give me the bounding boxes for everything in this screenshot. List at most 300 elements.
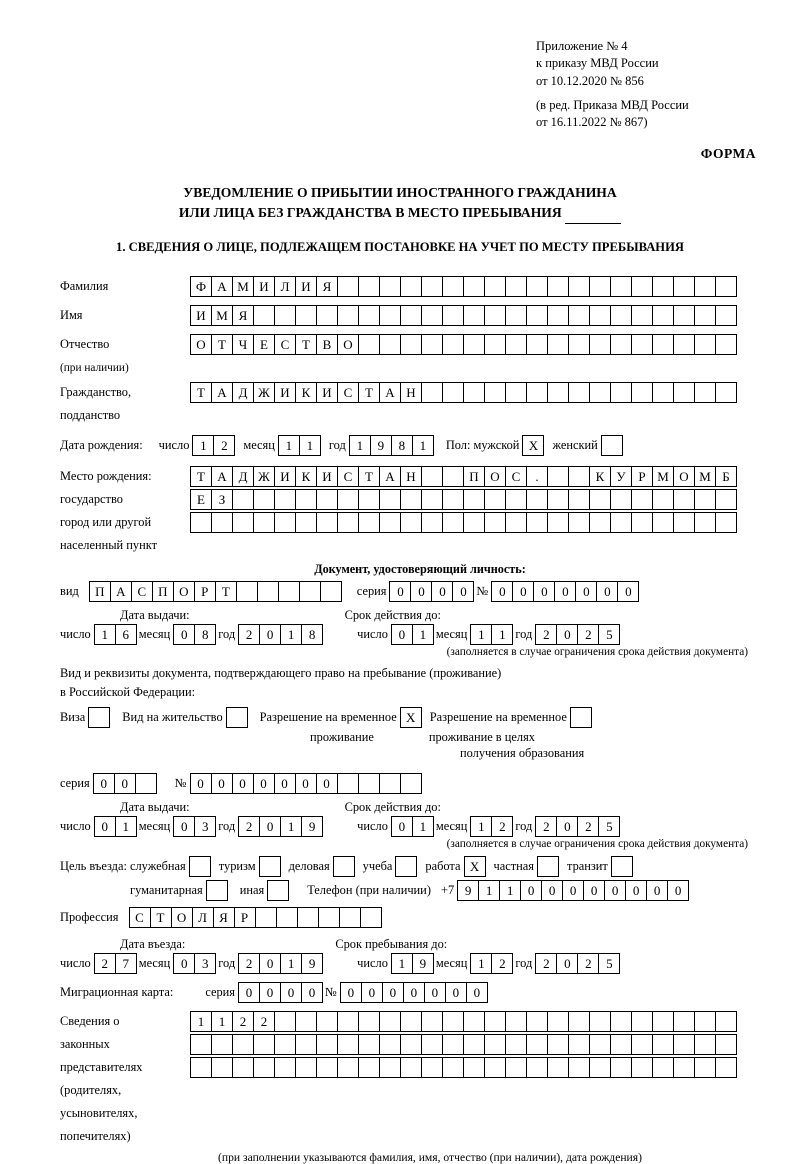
form-cell[interactable]: А [211, 276, 233, 297]
form-cell[interactable] [253, 305, 275, 326]
form-cell[interactable] [570, 707, 592, 728]
form-cell[interactable] [610, 382, 632, 403]
form-cell[interactable] [211, 512, 233, 533]
form-cell[interactable] [190, 1057, 212, 1078]
doc-valid-day-cells[interactable] [391, 624, 433, 645]
form-cell[interactable] [274, 512, 296, 533]
form-cell[interactable] [400, 773, 422, 794]
form-cell[interactable] [589, 1011, 611, 1032]
permit-number-cells[interactable] [190, 773, 421, 794]
form-cell[interactable]: Т [215, 581, 237, 602]
birth-month-cells[interactable] [278, 435, 320, 456]
form-cell[interactable] [610, 1057, 632, 1078]
form-cell[interactable]: 0 [253, 773, 275, 794]
form-cell[interactable] [358, 1011, 380, 1032]
form-cell[interactable]: 0 [93, 773, 115, 794]
form-cell[interactable] [652, 382, 674, 403]
form-cell[interactable]: Н [400, 466, 422, 487]
form-cell[interactable] [505, 305, 527, 326]
form-cell[interactable]: Т [358, 466, 380, 487]
form-cell[interactable] [442, 1011, 464, 1032]
form-cell[interactable]: Ж [253, 466, 275, 487]
form-cell[interactable]: И [253, 276, 275, 297]
form-cell[interactable] [274, 489, 296, 510]
form-cell[interactable] [505, 382, 527, 403]
form-cell[interactable] [610, 276, 632, 297]
form-cell[interactable] [190, 512, 212, 533]
form-cell[interactable] [274, 1057, 296, 1078]
form-cell[interactable] [297, 907, 319, 928]
form-cell[interactable]: 0 [259, 624, 281, 645]
surname-cells[interactable] [190, 276, 736, 297]
form-cell[interactable]: Т [295, 334, 317, 355]
form-cell[interactable]: П [89, 581, 111, 602]
form-cell[interactable] [257, 581, 279, 602]
form-cell[interactable] [358, 1057, 380, 1078]
form-cell[interactable] [295, 1057, 317, 1078]
form-cell[interactable] [337, 1057, 359, 1078]
form-cell[interactable]: К [589, 466, 611, 487]
form-cell[interactable] [694, 1011, 716, 1032]
form-cell[interactable]: 0 [512, 581, 534, 602]
form-cell[interactable] [589, 276, 611, 297]
form-cell[interactable] [568, 512, 590, 533]
stay-day-cells[interactable] [391, 953, 433, 974]
form-cell[interactable] [421, 276, 443, 297]
form-cell[interactable] [484, 512, 506, 533]
form-cell[interactable] [421, 334, 443, 355]
form-cell[interactable] [505, 1034, 527, 1055]
form-cell[interactable] [421, 305, 443, 326]
purpose-service-checkbox[interactable] [189, 856, 210, 877]
doc-issue-day-cells[interactable] [94, 624, 136, 645]
form-cell[interactable]: 1 [94, 624, 116, 645]
form-cell[interactable] [379, 334, 401, 355]
form-cell[interactable]: 7 [115, 953, 137, 974]
name-cells[interactable] [190, 305, 736, 326]
form-cell[interactable]: 1 [412, 624, 434, 645]
form-cell[interactable]: А [211, 466, 233, 487]
legal-rep-cells-1[interactable] [190, 1011, 736, 1032]
form-cell[interactable]: П [463, 466, 485, 487]
stay-year-cells[interactable] [535, 953, 619, 974]
doc-number-cells[interactable] [491, 581, 638, 602]
form-cell[interactable] [232, 1057, 254, 1078]
form-cell[interactable] [316, 1057, 338, 1078]
form-cell[interactable]: 2 [535, 624, 557, 645]
form-cell[interactable] [442, 305, 464, 326]
form-cell[interactable]: Я [232, 305, 254, 326]
permit-issue-day-cells[interactable] [94, 816, 136, 837]
form-cell[interactable]: 0 [391, 816, 413, 837]
form-cell[interactable] [255, 907, 277, 928]
form-cell[interactable] [715, 382, 737, 403]
form-cell[interactable] [568, 382, 590, 403]
form-cell[interactable] [526, 1034, 548, 1055]
form-cell[interactable] [337, 1034, 359, 1055]
form-cell[interactable]: 2 [253, 1011, 275, 1032]
form-cell[interactable] [358, 334, 380, 355]
form-cell[interactable] [505, 1057, 527, 1078]
residence-checkbox[interactable] [226, 707, 247, 728]
form-cell[interactable] [505, 1011, 527, 1032]
form-cell[interactable]: 3 [194, 816, 216, 837]
form-cell[interactable]: С [274, 334, 296, 355]
form-cell[interactable]: 0 [466, 982, 488, 1003]
form-cell[interactable] [568, 334, 590, 355]
form-cell[interactable] [601, 435, 623, 456]
form-cell[interactable]: 0 [556, 624, 578, 645]
form-cell[interactable]: 2 [238, 953, 260, 974]
form-cell[interactable] [631, 1011, 653, 1032]
form-cell[interactable]: Р [631, 466, 653, 487]
sex-female-checkbox[interactable] [601, 435, 622, 456]
doc-kind-cells[interactable] [89, 581, 341, 602]
form-cell[interactable] [358, 1034, 380, 1055]
form-cell[interactable]: О [190, 334, 212, 355]
form-cell[interactable] [253, 1057, 275, 1078]
form-cell[interactable]: 9 [412, 953, 434, 974]
form-cell[interactable] [463, 1057, 485, 1078]
form-cell[interactable] [232, 1034, 254, 1055]
form-cell[interactable]: 1 [412, 816, 434, 837]
form-cell[interactable]: М [652, 466, 674, 487]
form-cell[interactable] [442, 382, 464, 403]
temp-residence-checkbox[interactable] [400, 707, 421, 728]
form-cell[interactable]: 0 [667, 880, 689, 901]
form-cell[interactable] [715, 305, 737, 326]
form-cell[interactable] [547, 1034, 569, 1055]
form-cell[interactable] [211, 1057, 233, 1078]
form-cell[interactable] [400, 334, 422, 355]
form-cell[interactable]: А [379, 466, 401, 487]
mig-series-cells[interactable] [238, 982, 322, 1003]
form-cell[interactable] [610, 305, 632, 326]
form-cell[interactable] [610, 489, 632, 510]
permit-series-cells[interactable] [93, 773, 156, 794]
form-cell[interactable] [232, 512, 254, 533]
entry-day-cells[interactable] [94, 953, 136, 974]
form-cell[interactable]: С [129, 907, 151, 928]
form-cell[interactable] [379, 1034, 401, 1055]
form-cell[interactable] [652, 334, 674, 355]
permit-valid-year-cells[interactable] [535, 816, 619, 837]
mig-number-cells[interactable] [340, 982, 487, 1003]
form-cell[interactable] [339, 907, 361, 928]
form-cell[interactable]: 0 [646, 880, 668, 901]
form-cell[interactable]: 0 [424, 982, 446, 1003]
form-cell[interactable] [694, 334, 716, 355]
form-cell[interactable]: 1 [349, 435, 371, 456]
form-cell[interactable] [673, 382, 695, 403]
form-cell[interactable] [379, 1057, 401, 1078]
form-cell[interactable] [358, 773, 380, 794]
form-cell[interactable] [631, 512, 653, 533]
form-cell[interactable] [299, 581, 321, 602]
form-cell[interactable]: 0 [211, 773, 233, 794]
form-cell[interactable] [421, 1057, 443, 1078]
form-cell[interactable] [589, 489, 611, 510]
form-cell[interactable]: 1 [192, 435, 214, 456]
purpose-business-checkbox[interactable] [333, 856, 354, 877]
form-cell[interactable] [547, 1011, 569, 1032]
form-cell[interactable] [295, 1034, 317, 1055]
form-cell[interactable] [379, 305, 401, 326]
form-cell[interactable]: 0 [575, 581, 597, 602]
form-cell[interactable] [631, 1034, 653, 1055]
form-cell[interactable] [547, 489, 569, 510]
form-cell[interactable]: 1 [391, 953, 413, 974]
form-cell[interactable] [610, 512, 632, 533]
profession-cells[interactable] [129, 907, 381, 928]
form-cell[interactable]: 0 [541, 880, 563, 901]
form-cell[interactable] [547, 466, 569, 487]
form-cell[interactable]: Т [190, 466, 212, 487]
form-cell[interactable] [421, 1034, 443, 1055]
form-cell[interactable]: 0 [556, 816, 578, 837]
form-cell[interactable]: 1 [190, 1011, 212, 1032]
form-cell[interactable]: . [526, 466, 548, 487]
form-cell[interactable] [88, 707, 110, 728]
form-cell[interactable]: 8 [391, 435, 413, 456]
form-cell[interactable]: 0 [173, 953, 195, 974]
birth-state-cells-2[interactable] [190, 489, 736, 510]
form-cell[interactable]: 8 [301, 624, 323, 645]
form-cell[interactable]: 0 [190, 773, 212, 794]
form-cell[interactable]: М [694, 466, 716, 487]
form-cell[interactable]: У [610, 466, 632, 487]
form-cell[interactable] [358, 489, 380, 510]
form-cell[interactable] [484, 276, 506, 297]
form-cell[interactable]: Е [190, 489, 212, 510]
form-cell[interactable]: А [379, 382, 401, 403]
phone-cells[interactable] [457, 880, 688, 901]
form-cell[interactable]: 0 [554, 581, 576, 602]
form-cell[interactable]: 0 [274, 773, 296, 794]
birth-year-cells[interactable] [349, 435, 433, 456]
form-cell[interactable]: 0 [295, 773, 317, 794]
form-cell[interactable] [379, 276, 401, 297]
form-cell[interactable]: 5 [598, 953, 620, 974]
form-cell[interactable]: Т [190, 382, 212, 403]
form-cell[interactable] [484, 489, 506, 510]
form-cell[interactable]: 0 [389, 581, 411, 602]
form-cell[interactable] [253, 512, 275, 533]
doc-issue-month-cells[interactable] [173, 624, 215, 645]
form-cell[interactable]: И [274, 382, 296, 403]
form-cell[interactable]: 0 [238, 982, 260, 1003]
form-cell[interactable] [400, 1034, 422, 1055]
form-cell[interactable] [442, 276, 464, 297]
form-cell[interactable] [318, 907, 340, 928]
form-cell[interactable]: И [274, 466, 296, 487]
form-cell[interactable] [316, 1034, 338, 1055]
form-cell[interactable] [673, 334, 695, 355]
form-cell[interactable]: 0 [114, 773, 136, 794]
form-cell[interactable]: Д [232, 466, 254, 487]
form-cell[interactable]: И [316, 466, 338, 487]
form-cell[interactable] [484, 382, 506, 403]
form-cell[interactable] [673, 276, 695, 297]
stay-month-cells[interactable] [470, 953, 512, 974]
form-cell[interactable] [673, 305, 695, 326]
form-cell[interactable] [442, 466, 464, 487]
form-cell[interactable] [484, 1034, 506, 1055]
form-cell[interactable]: 0 [361, 982, 383, 1003]
form-cell[interactable]: 2 [577, 953, 599, 974]
form-cell[interactable] [421, 382, 443, 403]
permit-valid-month-cells[interactable] [470, 816, 512, 837]
form-cell[interactable]: 0 [431, 581, 453, 602]
purpose-tourism-checkbox[interactable] [259, 856, 280, 877]
form-cell[interactable] [568, 466, 590, 487]
form-cell[interactable]: 0 [391, 624, 413, 645]
form-cell[interactable]: 0 [259, 982, 281, 1003]
form-cell[interactable] [526, 1057, 548, 1078]
form-cell[interactable]: М [211, 305, 233, 326]
form-cell[interactable]: Я [213, 907, 235, 928]
form-cell[interactable]: 0 [173, 624, 195, 645]
form-cell[interactable]: 5 [598, 624, 620, 645]
form-cell[interactable] [206, 880, 228, 901]
form-cell[interactable]: И [316, 382, 338, 403]
form-cell[interactable]: Р [234, 907, 256, 928]
form-cell[interactable]: К [295, 382, 317, 403]
form-cell[interactable]: 1 [211, 1011, 233, 1032]
form-cell[interactable]: Л [192, 907, 214, 928]
form-cell[interactable]: Ч [232, 334, 254, 355]
form-cell[interactable]: 0 [280, 982, 302, 1003]
form-cell[interactable] [631, 1057, 653, 1078]
form-cell[interactable]: 9 [301, 953, 323, 974]
form-cell[interactable] [190, 1034, 212, 1055]
form-cell[interactable] [337, 512, 359, 533]
form-cell[interactable] [333, 856, 355, 877]
form-cell[interactable]: 8 [194, 624, 216, 645]
form-cell[interactable] [526, 305, 548, 326]
doc-series-cells[interactable] [389, 581, 473, 602]
form-cell[interactable] [421, 466, 443, 487]
form-cell[interactable] [652, 489, 674, 510]
form-cell[interactable]: С [337, 466, 359, 487]
form-cell[interactable]: 2 [238, 816, 260, 837]
visa-checkbox[interactable] [88, 707, 109, 728]
form-cell[interactable]: 0 [340, 982, 362, 1003]
form-cell[interactable] [379, 489, 401, 510]
form-cell[interactable] [715, 276, 737, 297]
form-cell[interactable]: 1 [280, 816, 302, 837]
birth-city-cells[interactable] [190, 512, 736, 533]
form-cell[interactable] [400, 512, 422, 533]
form-cell[interactable]: 2 [491, 816, 513, 837]
form-cell[interactable]: 2 [535, 953, 557, 974]
form-cell[interactable]: С [337, 382, 359, 403]
form-cell[interactable]: 1 [470, 953, 492, 974]
legal-rep-cells-2[interactable] [190, 1034, 736, 1055]
form-cell[interactable]: 1 [470, 624, 492, 645]
patronymic-cells[interactable] [190, 334, 736, 355]
form-cell[interactable]: 0 [625, 880, 647, 901]
form-cell[interactable]: 6 [115, 624, 137, 645]
form-cell[interactable] [589, 1034, 611, 1055]
form-cell[interactable]: 0 [410, 581, 432, 602]
form-cell[interactable]: С [131, 581, 153, 602]
form-cell[interactable]: Т [211, 334, 233, 355]
form-cell[interactable] [295, 1011, 317, 1032]
form-cell[interactable]: О [484, 466, 506, 487]
form-cell[interactable] [568, 1057, 590, 1078]
form-cell[interactable] [421, 489, 443, 510]
form-cell[interactable] [715, 1011, 737, 1032]
form-cell[interactable]: 1 [280, 624, 302, 645]
form-cell[interactable] [267, 880, 289, 901]
form-cell[interactable] [611, 856, 633, 877]
form-cell[interactable]: Ф [190, 276, 212, 297]
form-cell[interactable] [337, 305, 359, 326]
form-cell[interactable] [276, 907, 298, 928]
form-cell[interactable]: 0 [259, 816, 281, 837]
form-cell[interactable] [694, 489, 716, 510]
form-cell[interactable]: 0 [173, 816, 195, 837]
form-cell[interactable] [631, 276, 653, 297]
form-cell[interactable] [274, 1034, 296, 1055]
form-cell[interactable] [337, 276, 359, 297]
form-cell[interactable]: 1 [412, 435, 434, 456]
form-cell[interactable] [568, 1034, 590, 1055]
form-cell[interactable] [442, 512, 464, 533]
form-cell[interactable] [526, 1011, 548, 1032]
form-cell[interactable]: 1 [470, 816, 492, 837]
form-cell[interactable] [316, 1011, 338, 1032]
form-cell[interactable] [589, 305, 611, 326]
purpose-private-checkbox[interactable] [537, 856, 558, 877]
form-cell[interactable]: О [673, 466, 695, 487]
form-cell[interactable] [652, 305, 674, 326]
form-cell[interactable] [295, 489, 317, 510]
form-cell[interactable] [463, 382, 485, 403]
form-cell[interactable] [400, 489, 422, 510]
form-cell[interactable] [589, 512, 611, 533]
form-cell[interactable] [259, 856, 281, 877]
form-cell[interactable]: 1 [278, 435, 300, 456]
form-cell[interactable] [400, 276, 422, 297]
form-cell[interactable] [253, 1034, 275, 1055]
form-cell[interactable]: О [171, 907, 193, 928]
form-cell[interactable] [442, 334, 464, 355]
permit-issue-year-cells[interactable] [238, 816, 322, 837]
birth-day-cells[interactable] [192, 435, 234, 456]
form-cell[interactable] [715, 489, 737, 510]
form-cell[interactable] [400, 1057, 422, 1078]
form-cell[interactable] [631, 489, 653, 510]
purpose-other-checkbox[interactable] [267, 880, 288, 901]
form-cell[interactable]: Д [232, 382, 254, 403]
form-cell[interactable] [652, 276, 674, 297]
form-cell[interactable] [463, 276, 485, 297]
form-cell[interactable] [395, 856, 417, 877]
form-cell[interactable] [568, 305, 590, 326]
form-cell[interactable] [526, 489, 548, 510]
purpose-transit-checkbox[interactable] [611, 856, 632, 877]
form-cell[interactable] [400, 1011, 422, 1032]
form-cell[interactable]: 0 [445, 982, 467, 1003]
form-cell[interactable] [652, 1011, 674, 1032]
form-cell[interactable]: О [337, 334, 359, 355]
form-cell[interactable]: 1 [499, 880, 521, 901]
form-cell[interactable]: 0 [583, 880, 605, 901]
form-cell[interactable]: И [190, 305, 212, 326]
form-cell[interactable] [135, 773, 157, 794]
